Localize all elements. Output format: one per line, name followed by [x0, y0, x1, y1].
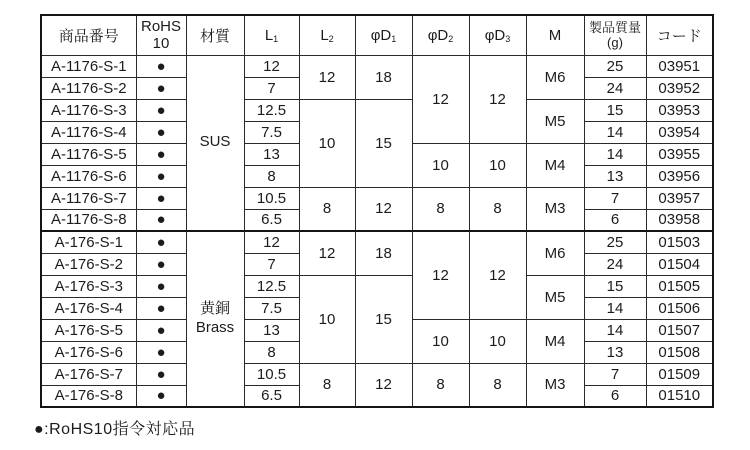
rohs-dot: ●	[156, 299, 166, 317]
d1-base: φD	[370, 26, 392, 44]
rohs-label-line1: RoHS	[140, 18, 181, 35]
cell-d3: 8	[469, 363, 526, 407]
cell-l1: 10.5	[244, 363, 299, 385]
cell-item: A-1176-S-3	[41, 99, 136, 121]
cell-l1: 12.5	[244, 275, 299, 297]
col-header-m: M	[526, 15, 584, 55]
material-line1: 黄銅	[199, 300, 230, 318]
table-header	[41, 15, 713, 55]
cell-d1: 18	[355, 55, 412, 99]
cell-m: M3	[526, 187, 584, 231]
cell-d2: 10	[412, 319, 469, 363]
cell-rohs	[136, 363, 186, 385]
cell-rohs	[136, 253, 186, 275]
cell-item: A-1176-S-8	[41, 209, 136, 231]
cell-d3: 8	[469, 187, 526, 231]
table-row	[41, 99, 713, 121]
d3-sub: 3	[505, 33, 511, 44]
cell-rohs	[136, 297, 186, 319]
cell-rohs	[136, 341, 186, 363]
cell-weight: 24	[584, 77, 646, 99]
cell-weight: 14	[584, 121, 646, 143]
cell-weight: 6	[584, 385, 646, 407]
rohs-dot: ●	[156, 57, 166, 75]
cell-l1: 6.5	[244, 385, 299, 407]
cell-rohs	[136, 121, 186, 143]
cell-code: 03953	[646, 99, 713, 121]
table-row	[41, 363, 713, 385]
cell-rohs	[136, 143, 186, 165]
cell-m: M6	[526, 231, 584, 275]
rohs-footnote: ●:RoHS10指令対応品	[34, 421, 196, 438]
cell-weight: 7	[584, 187, 646, 209]
table-body	[41, 55, 713, 407]
cell-d1: 15	[355, 275, 412, 363]
col-header-d3	[469, 15, 526, 55]
rohs-dot: ●	[156, 123, 166, 141]
col-header-rohs	[136, 15, 186, 55]
cell-weight: 24	[584, 253, 646, 275]
cell-l1: 7.5	[244, 121, 299, 143]
cell-code: 01510	[646, 385, 713, 407]
rohs-dot: ●	[156, 211, 166, 229]
cell-weight: 25	[584, 55, 646, 77]
d2-sub: 2	[448, 33, 454, 44]
col-header-l2	[299, 15, 355, 55]
col-header-d2	[412, 15, 469, 55]
cell-item: A-1176-S-1	[41, 55, 136, 77]
rohs-label-line2: 10	[152, 35, 170, 53]
material-line2: Brass	[195, 319, 235, 336]
cell-l2: 8	[299, 363, 355, 407]
rohs-dot: ●	[156, 255, 166, 273]
cell-d2: 12	[412, 55, 469, 143]
cell-code: 03954	[646, 121, 713, 143]
cell-code: 01507	[646, 319, 713, 341]
cell-m: M4	[526, 319, 584, 363]
cell-rohs	[136, 275, 186, 297]
weight-label-line2: (g)	[607, 35, 623, 51]
cell-rohs	[136, 165, 186, 187]
cell-code: 03956	[646, 165, 713, 187]
cell-rohs	[136, 319, 186, 341]
cell-l1: 6.5	[244, 209, 299, 231]
cell-code: 01509	[646, 363, 713, 385]
l1-base: L	[264, 26, 274, 44]
cell-rohs	[136, 99, 186, 121]
rohs-dot: ●	[156, 343, 166, 361]
cell-code: 03958	[646, 209, 713, 231]
cell-d3: 12	[469, 55, 526, 143]
l2-base: L	[320, 26, 329, 44]
cell-rohs	[136, 55, 186, 77]
cell-item: A-176-S-1	[41, 231, 136, 253]
rohs-dot: ●	[156, 79, 166, 97]
cell-code: 03955	[646, 143, 713, 165]
cell-code: 03951	[646, 55, 713, 77]
cell-l1: 7	[244, 77, 299, 99]
cell-rohs	[136, 385, 186, 407]
cell-item: A-176-S-3	[41, 275, 136, 297]
cell-rohs	[136, 231, 186, 253]
cell-m: M5	[526, 99, 584, 143]
cell-weight: 14	[584, 319, 646, 341]
l2-sub: 2	[328, 33, 334, 44]
cell-d3: 10	[469, 319, 526, 363]
cell-weight: 13	[584, 341, 646, 363]
cell-l1: 10.5	[244, 187, 299, 209]
cell-d2: 8	[412, 187, 469, 231]
rohs-dot: ●	[156, 101, 166, 119]
cell-weight: 25	[584, 231, 646, 253]
d2-base: φD	[427, 26, 449, 44]
cell-l1: 7.5	[244, 297, 299, 319]
rohs-dot: ●	[156, 365, 166, 383]
rohs-dot: ●	[156, 167, 166, 185]
cell-rohs	[136, 187, 186, 209]
rohs-dot: ●	[156, 145, 166, 163]
cell-d1: 12	[355, 187, 412, 231]
cell-item: A-176-S-7	[41, 363, 136, 385]
cell-l1: 7	[244, 253, 299, 275]
cell-d2: 8	[412, 363, 469, 407]
cell-item: A-1176-S-6	[41, 165, 136, 187]
rohs-dot: ●	[156, 189, 166, 207]
cell-item: A-176-S-2	[41, 253, 136, 275]
cell-l1: 13	[244, 319, 299, 341]
weight-label-line1: 製品質量	[588, 19, 641, 35]
cell-item: A-1176-S-2	[41, 77, 136, 99]
cell-l1: 8	[244, 165, 299, 187]
cell-code: 01504	[646, 253, 713, 275]
cell-weight: 7	[584, 363, 646, 385]
cell-code: 01508	[646, 341, 713, 363]
cell-m: M6	[526, 55, 584, 99]
col-header-material: 材質	[186, 15, 244, 55]
cell-code: 01503	[646, 231, 713, 253]
d1-sub: 1	[391, 33, 397, 44]
cell-code: 01505	[646, 275, 713, 297]
cell-code: 03957	[646, 187, 713, 209]
cell-weight: 13	[584, 165, 646, 187]
cell-code: 03952	[646, 77, 713, 99]
cell-m: M3	[526, 363, 584, 407]
cell-l1: 12	[244, 55, 299, 77]
cell-item: A-176-S-6	[41, 341, 136, 363]
cell-item: A-1176-S-7	[41, 187, 136, 209]
cell-material-brass	[186, 231, 244, 407]
table-row	[41, 55, 713, 77]
cell-m: M5	[526, 275, 584, 319]
cell-weight: 14	[584, 143, 646, 165]
cell-d3: 10	[469, 143, 526, 187]
col-header-l1	[244, 15, 299, 55]
cell-weight: 15	[584, 275, 646, 297]
cell-m: M4	[526, 143, 584, 187]
table-row	[41, 275, 713, 297]
l1-sub: 1	[273, 33, 279, 44]
cell-weight: 14	[584, 297, 646, 319]
cell-item: A-1176-S-5	[41, 143, 136, 165]
cell-l1: 12	[244, 231, 299, 253]
cell-item: A-176-S-5	[41, 319, 136, 341]
cell-d1: 12	[355, 363, 412, 407]
table-row	[41, 231, 713, 253]
cell-d3: 12	[469, 231, 526, 319]
cell-l1: 12.5	[244, 99, 299, 121]
col-header-item: 商品番号	[41, 15, 136, 55]
col-header-weight	[584, 15, 646, 55]
product-spec-table	[40, 14, 714, 408]
material-line1: SUS	[199, 133, 231, 151]
cell-rohs	[136, 77, 186, 99]
col-header-d1	[355, 15, 412, 55]
cell-weight: 6	[584, 209, 646, 231]
cell-weight: 15	[584, 99, 646, 121]
cell-l2: 12	[299, 55, 355, 99]
cell-l2: 12	[299, 231, 355, 275]
cell-l1: 13	[244, 143, 299, 165]
rohs-dot: ●	[156, 277, 166, 295]
cell-d1: 18	[355, 231, 412, 275]
rohs-dot: ●	[156, 233, 166, 251]
cell-l2: 10	[299, 275, 355, 363]
cell-l1: 8	[244, 341, 299, 363]
cell-d2: 10	[412, 143, 469, 187]
cell-material-sus	[186, 55, 244, 231]
rohs-dot: ●	[156, 387, 166, 405]
d3-base: φD	[484, 26, 506, 44]
header-row	[41, 15, 713, 55]
cell-rohs	[136, 209, 186, 231]
cell-item: A-1176-S-4	[41, 121, 136, 143]
cell-d2: 12	[412, 231, 469, 319]
cell-l2: 8	[299, 187, 355, 231]
cell-code: 01506	[646, 297, 713, 319]
table-row	[41, 187, 713, 209]
cell-item: A-176-S-4	[41, 297, 136, 319]
cell-d1: 15	[355, 99, 412, 187]
rohs-dot: ●	[156, 321, 166, 339]
cell-item: A-176-S-8	[41, 385, 136, 407]
col-header-code: コード	[646, 15, 713, 55]
cell-l2: 10	[299, 99, 355, 187]
